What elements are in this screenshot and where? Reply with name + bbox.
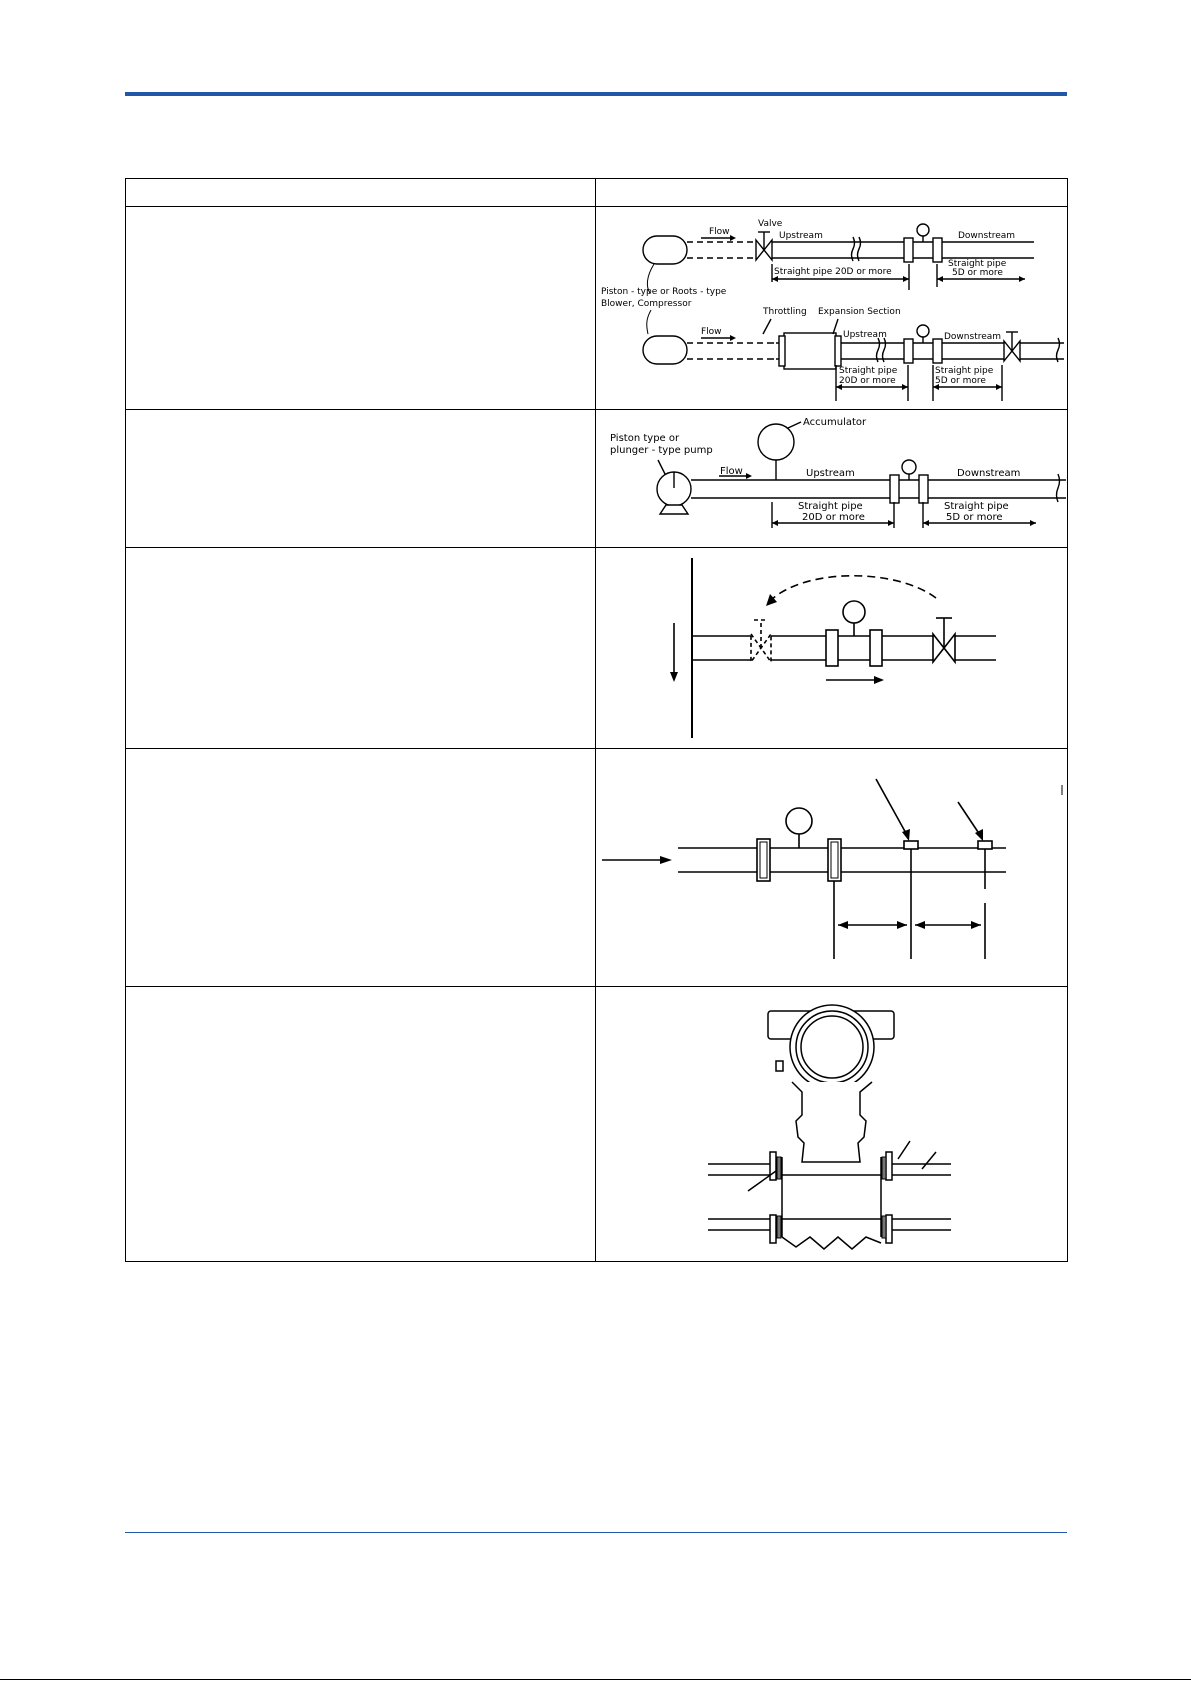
scan-edge: [0, 1679, 1191, 1680]
downstream-req-label-1: Straight pipe: [948, 259, 1007, 269]
row-condition-text: [126, 987, 596, 1262]
valve-position-diagram: [596, 548, 1066, 748]
table-row: [126, 207, 1068, 410]
blower-symbol: [643, 236, 687, 264]
diagram-cell: [596, 749, 1068, 987]
gasket-mounting-diagram: [596, 987, 1066, 1261]
flange-icon: [904, 238, 913, 262]
footer-rule: [125, 1532, 1067, 1533]
flow-label-2: Flow: [701, 327, 722, 337]
row-condition-text: [126, 548, 596, 749]
expansion-label: Expansion Section: [818, 307, 901, 317]
dashed-valve-symbol: [751, 620, 771, 662]
diagram-cell: [596, 987, 1068, 1262]
valve-label: Valve: [758, 219, 783, 229]
blower-symbol: [643, 336, 687, 364]
downstream-label-2: Downstream: [944, 332, 1002, 342]
row-condition-text: [126, 749, 596, 987]
tap-position-diagram: [596, 749, 1066, 986]
pressure-tap: [904, 841, 918, 849]
source-label-1: Piston - type or Roots - type: [601, 287, 727, 297]
expansion-section: [784, 333, 836, 369]
up2-req-1: Straight pipe: [839, 366, 898, 376]
gauge-icon: [902, 460, 916, 474]
flow-arrow: [670, 672, 678, 682]
header-figure: [596, 179, 1068, 207]
gauge-icon: [786, 808, 812, 834]
diagram-cell: [596, 548, 1068, 749]
table-row: [126, 410, 1068, 548]
header-rule: [125, 92, 1067, 96]
row-condition-text: [126, 207, 596, 410]
up2-req-2: 20D or more: [839, 376, 896, 386]
diagram-cell: [596, 207, 1068, 410]
throttling-label: Throttling: [763, 307, 807, 317]
gauge-icon: [843, 601, 865, 623]
flange-icon: [890, 475, 899, 503]
downstream-req-label-2: 5D or more: [952, 268, 1003, 278]
blower-compressor-diagram: [596, 207, 1066, 409]
gauge-icon: [917, 224, 929, 236]
relocate-arrow: [771, 576, 936, 600]
display-cover: [790, 1005, 874, 1089]
downstream-label: Downstream: [957, 468, 1021, 479]
gasket: [777, 1157, 781, 1179]
table-row: [126, 749, 1068, 987]
temperature-tap: [978, 841, 992, 849]
accumulator-label: Accumulator: [803, 417, 867, 428]
up-req-2: 20D or more: [802, 512, 865, 523]
down2-req-1: Straight pipe: [935, 366, 994, 376]
flange-icon: [826, 630, 838, 666]
flow-label: Flow: [720, 466, 743, 477]
accumulator-icon: [758, 424, 794, 460]
upstream-req-label: Straight pipe 20D or more: [774, 267, 892, 277]
table-row: [126, 548, 1068, 749]
diagram-cell: [596, 410, 1068, 548]
gauge-icon: [917, 325, 929, 337]
meter-neck: [792, 1082, 872, 1162]
upstream-label-2: Upstream: [843, 330, 887, 340]
table-header-row: [126, 179, 1068, 207]
up-req-1: Straight pipe: [798, 501, 863, 512]
flow-label: Flow: [709, 227, 730, 237]
flow-arrow: [660, 856, 672, 864]
down-req-1: Straight pipe: [944, 501, 1009, 512]
source-label-2: Blower, Compressor: [601, 299, 692, 309]
pump-accumulator-diagram: [596, 410, 1066, 547]
upstream-label: Upstream: [806, 468, 855, 479]
pump-label-2: plunger - type pump: [610, 445, 713, 456]
header-condition: [126, 179, 596, 207]
row-condition-text: [126, 410, 596, 548]
flange-icon: [757, 839, 770, 881]
pump-label-1: Piston type or: [610, 433, 680, 444]
pipe-flange: [770, 1152, 776, 1180]
upstream-label: Upstream: [779, 231, 823, 241]
down-req-2: 5D or more: [946, 512, 1003, 523]
downstream-label: Downstream: [958, 231, 1016, 241]
installation-table: [125, 178, 1068, 1262]
down2-req-2: 5D or more: [935, 376, 986, 386]
table-row: [126, 987, 1068, 1262]
